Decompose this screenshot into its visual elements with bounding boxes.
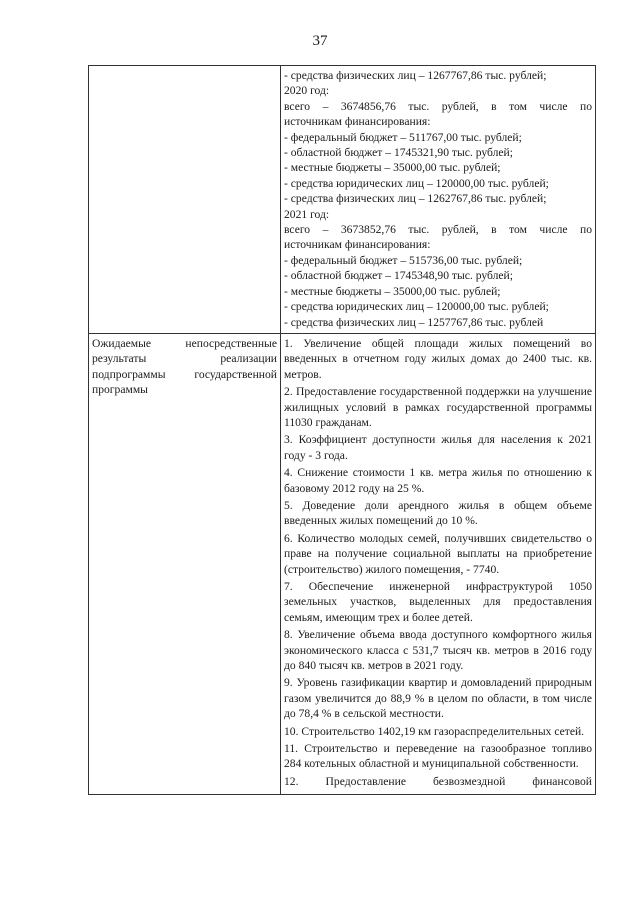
result-item: 8. Увеличение объема ввода доступного комфортного жилья экономического класса с 531,7 тысяч кв. метров в 2016 году до 840 тысяч кв. метров в 2021 году. (284, 628, 592, 673)
result-item: 9. Уровень газификации квартир и домовладений природным газом увеличится до 88,9 % в целом по области, в том числе до 78,4 % в сельской местности. (284, 676, 592, 721)
result-item: 11. Строительство и переведение на газообразное топливо 284 котельных областной и муниципальной собственности. (284, 742, 592, 771)
financing-year: 2020 год: (284, 84, 330, 98)
result-item: 4. Снижение стоимости 1 кв. метра жилья по отношению к базовому 2012 году на 25 %. (284, 466, 592, 495)
results-row (89, 333, 596, 794)
financing-line: - федеральный бюджет – 511767,00 тыс. рублей; (284, 130, 522, 144)
financing-line: всего – 3674856,76 тыс. рублей, в том числе по (284, 99, 592, 113)
result-item: 3. Коэффициент доступности жилья для населения к 2021 году - 3 года. (284, 433, 592, 462)
financing-year: 2021 год: (284, 207, 330, 221)
financing-line: - областной бюджет – 1745321,90 тыс. рублей; (284, 146, 513, 160)
financing-cell (281, 66, 596, 334)
financing-label-cell (89, 66, 281, 334)
financing-row (89, 66, 596, 334)
results-label: Ожидаемые непосредственные результаты реализации подпрограммы государственной программы (89, 333, 281, 794)
page-number: 37 (312, 33, 328, 49)
financing-line: - федеральный бюджет – 515736,00 тыс. рублей; (284, 253, 523, 267)
result-item: 7. Обеспечение инженерной инфраструктурой 1050 земельных участков, выделенных для предоставления семьям, имеющим трех и более детей. (284, 580, 592, 624)
result-item: 2. Предоставление государственной поддержки на улучшение жилищных условий в рамках государственной программы 11030 гражданам. (284, 385, 592, 429)
financing-line: источникам финансирования: (284, 238, 431, 252)
financing-line: - средства юридических лиц – 120000,00 тыс. рублей; (284, 176, 549, 190)
financing-line: источникам финансирования: (284, 115, 431, 129)
financing-line: - средства физических лиц – 1267767,86 тыс. рублей; (284, 69, 547, 82)
result-item: 12. Предоставление безвозмездной финансовой (284, 774, 592, 788)
financing-line: всего – 3673852,76 тыс. рублей, в том числе по (284, 223, 592, 237)
result-item: 6. Количество молодых семей, получивших свидетельство о праве на получение социальной выплаты на приобретение (строительство) жилого помещения, - 7740. (284, 531, 592, 576)
financing-line: - местные бюджеты – 35000,00 тыс. рублей; (284, 161, 501, 175)
result-item: 1. Увеличение общей площади жилых помещений во введенных в отчетном году жилых домах до 2400 тыс. кв. метров. (284, 336, 592, 381)
results-cell (281, 333, 596, 794)
result-item: 5. Доведение доли арендного жилья в общем объеме введенных жилых помещений до 10 %. (284, 498, 592, 528)
program-passport-table (88, 65, 596, 795)
financing-line: - средства юридических лиц – 120000,00 тыс. рублей; (284, 300, 549, 314)
financing-line: - средства физических лиц – 1257767,86 тыс. рублей (284, 315, 544, 329)
financing-line: - областной бюджет – 1745348,90 тыс. рублей; (284, 269, 513, 283)
financing-line: - местные бюджеты – 35000,00 тыс. рублей; (284, 284, 501, 298)
result-item: 10. Строительство 1402,19 км газораспределительных сетей. (284, 724, 585, 738)
financing-line: - средства физических лиц – 1262767,86 тыс. рублей; (284, 192, 547, 206)
